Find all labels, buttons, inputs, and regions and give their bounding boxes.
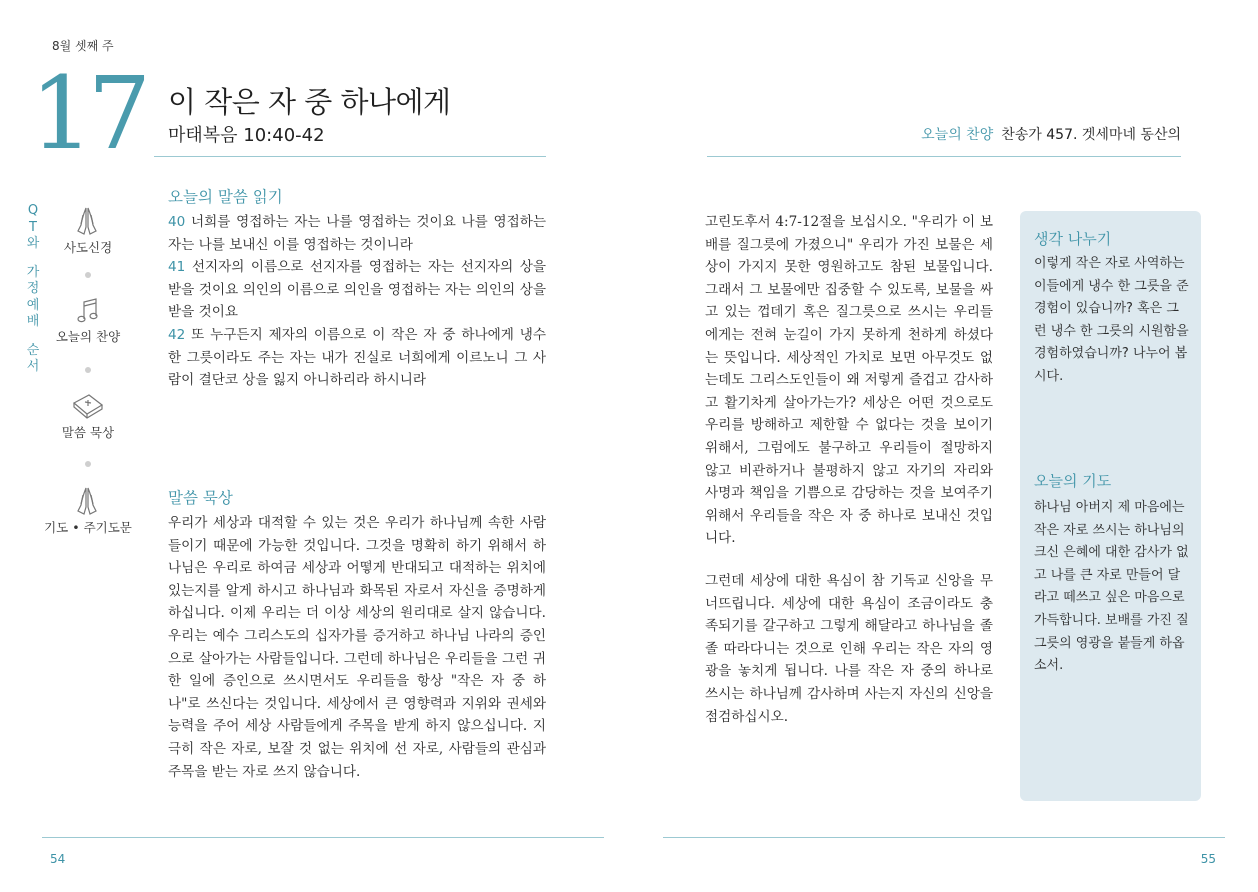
share-text: 이렇게 작은 자로 사역하는 이들에게 냉수 한 그릇을 준 경험이 있습니까? 혹은 그런 냉수 한 그릇의 시원함을 경험하였습니까? 나누어 봅시다. <box>1034 256 1189 384</box>
verse-text: 선지자의 이름으로 선지자를 영접하는 자는 선지자의 상을 받을 것이요 의인의 이름으로 의인을 영접하는 자는 의인의 상을 받을 것이요 <box>168 259 546 321</box>
verse-number: 41 <box>168 259 186 276</box>
reading-heading: 오늘의 말씀 읽기 <box>168 188 283 206</box>
step-label: 기도 • 주기도문 <box>44 520 132 535</box>
verse-number: 42 <box>168 326 186 343</box>
vertical-section-label <box>26 203 40 376</box>
meditation-paragraph: 그런데 세상에 대한 욕심이 참 기독교 신앙을 무너뜨립니다. 세상에 대한 욕심이 조금이라도 충족되기를 갈구하고 그렇게 해달라고 하나님을 졸졸 따라다니는 것으로 인해 우리는 작은 자의 영광을 놓치게 됩니다. 나를 작은 자 중의 하나로 쓰시는 하나님께 감사하며 사는지 자신의 신앙을 점검하십시오. <box>705 573 993 725</box>
scripture-reference: 마태복음 10:40-42 <box>168 125 325 146</box>
meditation-paragraph: 우리가 세상과 대적할 수 있는 것은 우리가 하나님께 속한 사람들이기 때문에 가능한 것입니다. 그것을 명확히 하기 위해서 하나님은 우리로 하여금 세상과 어떻게 반대되고 대적하는 위치에 있는지를 알게 하시고 하나님과 화목된 자로서 자신을 증명하게 하십니다. 이제 우리는 더 이상 세상의 원리대로 살지 않습니다. 우리는 예수 그리스도의 십자가를 증거하고 하나님 나라의 증인으로 살아가는 사람들입니다. 그런데 하나님은 우리들을 그런 귀한 일에 증인으로 쓰시면서도 우리들을 항상 "작은 자 중 하나"로 쓰신다는 것입니다. 세상에서 큰 영향력과 지위와 권세와 능력을 주어 세상 사람들에게 주목을 받게 하지 않으십니다. 지극히 작은 자로, 보잘 것 없는 위치에 선 자로, 사람들의 관심과 주목을 받는 자로 쓰지 않습니다. <box>168 515 546 780</box>
vlabel-char: Q <box>27 203 39 218</box>
meditation-heading: 말씀 묵상 <box>168 489 233 507</box>
prayer-heading: 오늘의 기도 <box>1034 472 1112 490</box>
vlabel-char: 정 <box>26 281 40 296</box>
verse-text: 또 누구든지 제자의 이름으로 이 작은 자 중 하나에게 냉수 한 그릇이라도 주는 자는 내가 진실로 너희에게 이르노니 그 사람이 결단코 상을 잃지 아니하리라 하시니라 <box>168 326 546 389</box>
reflection-box <box>1020 211 1201 801</box>
praying-hands-icon <box>72 205 102 237</box>
hymn-label: 오늘의 찬양 <box>921 127 994 143</box>
step-label: 오늘의 찬양 <box>55 329 121 344</box>
verse-text: 너희를 영접하는 자는 나를 영접하는 것이요 나를 영접하는 자는 나를 보내신 이를 영접하는 것이니라 <box>168 214 546 253</box>
vlabel-char: T <box>29 219 37 235</box>
vlabel-char: 순 <box>26 342 40 358</box>
share-heading: 생각 나누기 <box>1034 230 1112 248</box>
prayer-text: 하나님 아버지 제 마음에는 작은 자로 쓰시는 하나님의 크신 은혜에 대한 감사가 없고 나를 큰 자로 만들어 달라고 떼쓰고 싶은 마음으로 가득합니다. 보배를 가진 질그릇의 영광을 붙들게 하옵소서. <box>1034 500 1189 674</box>
step-separator-dot <box>85 461 91 467</box>
page-number-left: 54 <box>50 852 66 866</box>
step-label: 말씀 묵상 <box>61 425 115 440</box>
step-label: 사도신경 <box>63 240 113 255</box>
verse-number: 40 <box>168 214 186 230</box>
hymn-of-the-day <box>921 124 1181 144</box>
header-divider-right <box>707 156 1181 157</box>
vlabel-char: 서 <box>26 359 40 374</box>
hymn-title: 찬송가 457. 겟세마네 동산의 <box>1001 127 1181 143</box>
vlabel-char: 배 <box>26 314 40 329</box>
music-note-icon <box>76 297 100 325</box>
footer-divider-right <box>663 837 1225 838</box>
vlabel-char: 와 <box>26 236 40 251</box>
page-number-right: 55 <box>1200 852 1216 866</box>
scripture-text <box>168 211 546 392</box>
meditation-paragraph: 고린도후서 4:7-12절을 보십시오. "우리가 이 보배를 질그릇에 가졌으니" 우리가 가진 보물은 세상이 가지지 못한 영원하고도 참된 보물입니다. 그래서 그 보물에만 집중할 수 있도록, 보물을 싸고 있는 껍데기 혹은 질그릇으로 쓰시는 우리들에게는 전혀 눈길이 가지 못하게 천하게 하셨다는 뜻입니다. 세상적인 가치로 보면 아무것도 없는데도 그리스도인들이 왜 저렇게 즐겁고 감사하고 활기차게 살아가는가? 세상은 어떤 것으로도 우리를 방해하고 제한할 수 없다는 것을 보이기 위해서, 그럼에도 불구하고 우리들이 절망하지 않고 비관하거나 불평하지 않고 자기의 자리와 사명과 책임을 기쁨으로 감당하는 것을 보여주기 위해서 우리들을 작은 자 중 하나로 보내신 것입니다. <box>705 214 993 547</box>
page-title: 이 작은 자 중 하나에게 <box>168 85 451 119</box>
vlabel-char: 가 <box>26 264 40 280</box>
header-divider-left <box>154 156 546 157</box>
praying-hands-icon <box>72 485 102 517</box>
step-separator-dot <box>85 367 91 373</box>
footer-divider-left <box>42 837 604 838</box>
day-number: 17 <box>30 55 146 172</box>
bible-icon <box>71 391 105 421</box>
week-label: 8월 셋째 주 <box>52 39 114 53</box>
step-separator-dot <box>85 272 91 278</box>
vlabel-char: 예 <box>26 297 40 313</box>
